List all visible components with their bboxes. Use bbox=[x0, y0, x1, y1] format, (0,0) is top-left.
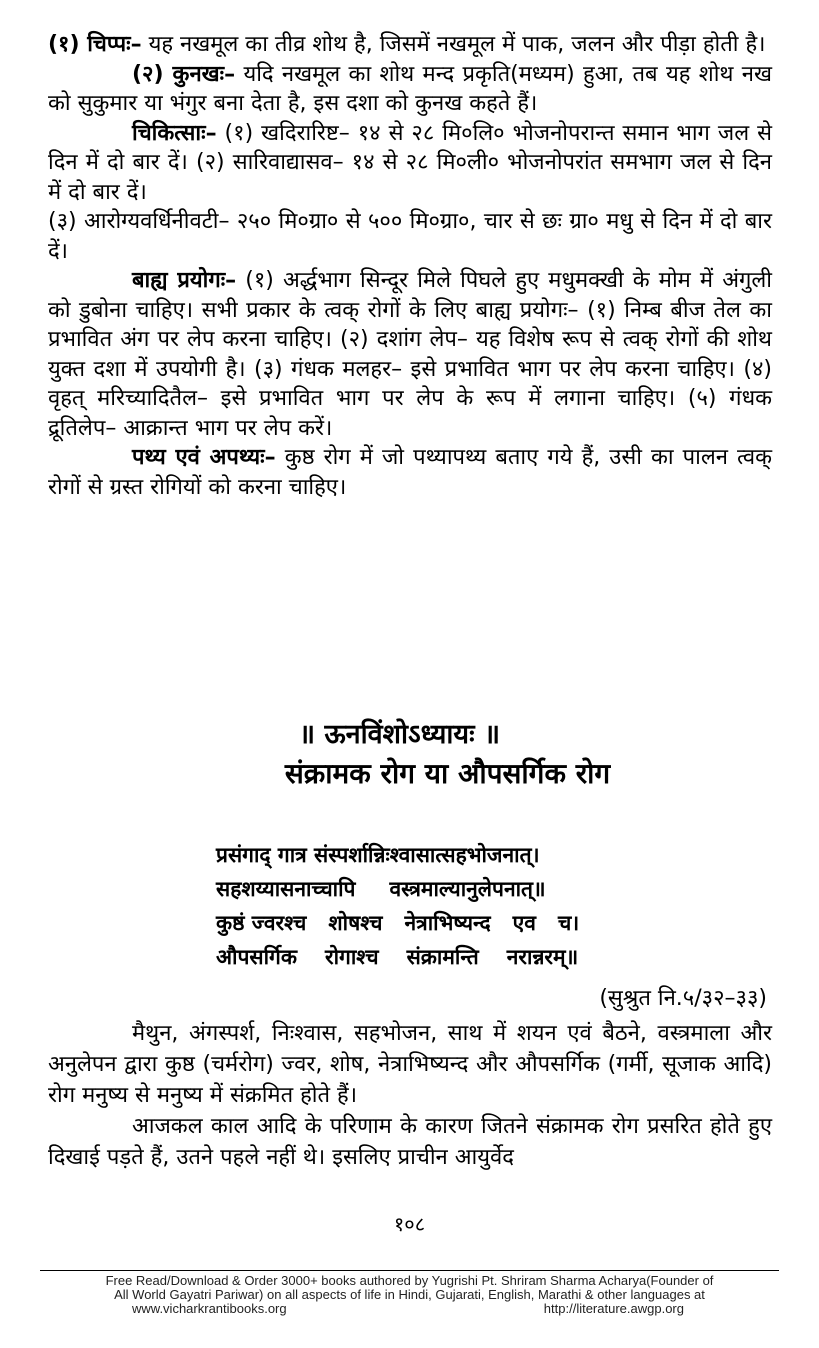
paragraph-ajkal: आजकल काल आदि के परिणाम के कारण जितने संक्रामक रोग प्रसरित होते हुए दिखाई पड़ते हैं, उतने पहले नहीं थे। इसलिए प्राचीन आयुर्वेद bbox=[48, 1114, 772, 1170]
chapter-heading bbox=[0, 716, 819, 794]
footer bbox=[40, 1274, 779, 1316]
body-text-continued bbox=[48, 1018, 772, 1173]
term-label: पथ्य एवं अपथ्यः– bbox=[132, 445, 276, 470]
footer-line: All World Gayatri Pariwar) on all aspects of life in Hindi, Gujarati, English, Marathi & other languages at bbox=[114, 1287, 705, 1302]
verse-word: सहशय्यासनाच्चापि bbox=[216, 877, 356, 901]
term-label: चिकित्साः– bbox=[132, 120, 217, 146]
verse-word: शोषश्च bbox=[328, 911, 383, 935]
paragraph-text: (३) आरोग्यवर्धिनीवटी– २५० मि०ग्रा० से ५०० मि०ग्रा०, चार से छः ग्रा० मधु से दिन में दो बार दें। bbox=[48, 209, 772, 264]
verse-word: नरान्नरम्॥ bbox=[506, 945, 579, 969]
verse-word: औपसर्गिक bbox=[216, 945, 297, 969]
page-number: १०८ bbox=[393, 1212, 426, 1236]
term-label: (२) कुनखः– bbox=[132, 61, 236, 87]
paragraph-text: (१) अर्द्धभाग सिन्दूर मिले पिघले हुए मधुमक्खी के मोम में अंगुली को डुबोना चाहिए। सभी प्रकार के त्वक् रोगों के लिए बाह्य प्रयोगः– (१) निम्ब बीज तेल का प्रभावित अंग पर लेप करना चाहिए। (२) दशांग लेप– यह विशेष रूप से त्वक् रोगों की शोथ युक्त दशा में उपयोगी है। (३) गंधक मलहर– इसे प्रभावित भाग पर लेप करना चाहिए। (४) वृहत् मरिच्यादितैल– इसे प्रभावित भाग पर लेप के रूप में लगाना चाहिए। (५) गंधक द्रूतिलेप– आक्रान्त भाग पर लेप करें। bbox=[48, 268, 772, 441]
term-label: बाह्य प्रयोगः– bbox=[132, 268, 237, 293]
verse-line bbox=[216, 940, 579, 974]
paragraph-text: यदि नखमूल का शोथ मन्द प्रकृति(मध्यम) हुआ, तब यह शोथ नख को सुकुमार या भंगुर बना देता है, इस दशा को कुनख कहते हैं। bbox=[48, 61, 772, 116]
body-text bbox=[48, 30, 772, 502]
paragraph-chikitsa bbox=[48, 119, 772, 208]
paragraph-text: यह नखमूल का तीव्र शोथ है, जिसमें नखमूल में पाक, जलन और पीड़ा होती है। bbox=[141, 32, 766, 57]
verse-word: एव bbox=[512, 911, 536, 935]
verse-word: कुष्ठं ज्वरश्च bbox=[216, 911, 307, 935]
footer-links bbox=[40, 1302, 779, 1316]
chapter-title: संक्रामक रोग या औपसर्गिक रोग bbox=[284, 757, 611, 790]
footer-line: Free Read/Download & Order 3000+ books authored by Yugrishi Pt. Shriram Sharma Acharya(Founder of bbox=[105, 1273, 714, 1288]
term-label: (१) चिप्पः– bbox=[48, 32, 142, 57]
paragraph-text: कुष्ठ रोग में जो पथ्यापथ्य बताए गये हैं, उसी का पालन त्वक् रोगों से ग्रस्त रोगियों को करना चाहिए। bbox=[48, 445, 773, 500]
verse-line bbox=[216, 906, 579, 940]
sanskrit-verse bbox=[216, 838, 579, 974]
footer-divider bbox=[40, 1270, 779, 1271]
paragraph-text: (१) खदिरारिष्ट– १४ से २८ मि०लि० भोजनोपरान्त समान भाग जल से दिन में दो बार दें। (२) सारिवाद्यासव– १४ से २८ मि०ली० भोजनोपरांत समभाग जल से दिन में दो बार दें। bbox=[48, 120, 772, 205]
verse-word: नेत्राभिष्यन्द bbox=[404, 911, 491, 935]
verse-word: प्रसंगाद् गात्र संस्पर्शान्निःश्वासात्सहभोजनात्। bbox=[216, 843, 540, 867]
paragraph-arogyavardhini bbox=[48, 207, 772, 266]
verse-word: वस्त्रमाल्यानुलेपनात्॥ bbox=[389, 877, 546, 901]
footer-link-vicharkranti[interactable]: www.vicharkrantibooks.org bbox=[132, 1301, 287, 1316]
chapter-number: ॥ ऊनविंशोऽध्यायः ॥ bbox=[298, 719, 501, 750]
verse-line bbox=[216, 838, 579, 872]
verse-word: रोगाश्च bbox=[325, 945, 379, 969]
verse-word: च। bbox=[557, 911, 580, 935]
paragraph-kunakha bbox=[48, 60, 772, 119]
verse-citation: (सुश्रुत नि.५/३२–३३) bbox=[599, 986, 767, 1011]
verse-line bbox=[216, 872, 579, 906]
paragraph-chippa bbox=[48, 30, 772, 60]
paragraph-transmission: मैथुन, अंगस्पर्श, निःश्वास, सहभोजन, साथ में शयन एवं बैठने, वस्त्रमाला और अनुलेपन द्वारा कुष्ठ (चर्मरोग) ज्वर, शोष, नेत्राभिष्यन्द और औपसर्गिक (गर्मी, सूजाक आदि) रोग मनुष्य से मनुष्य में संक्रमित होते हैं। bbox=[48, 1021, 772, 1108]
verse-word: संक्रामन्ति bbox=[406, 945, 479, 969]
footer-link-awgp[interactable]: http://literature.awgp.org bbox=[543, 1301, 684, 1316]
paragraph-bahya-prayoga bbox=[48, 266, 772, 443]
paragraph-pathya bbox=[48, 443, 772, 502]
